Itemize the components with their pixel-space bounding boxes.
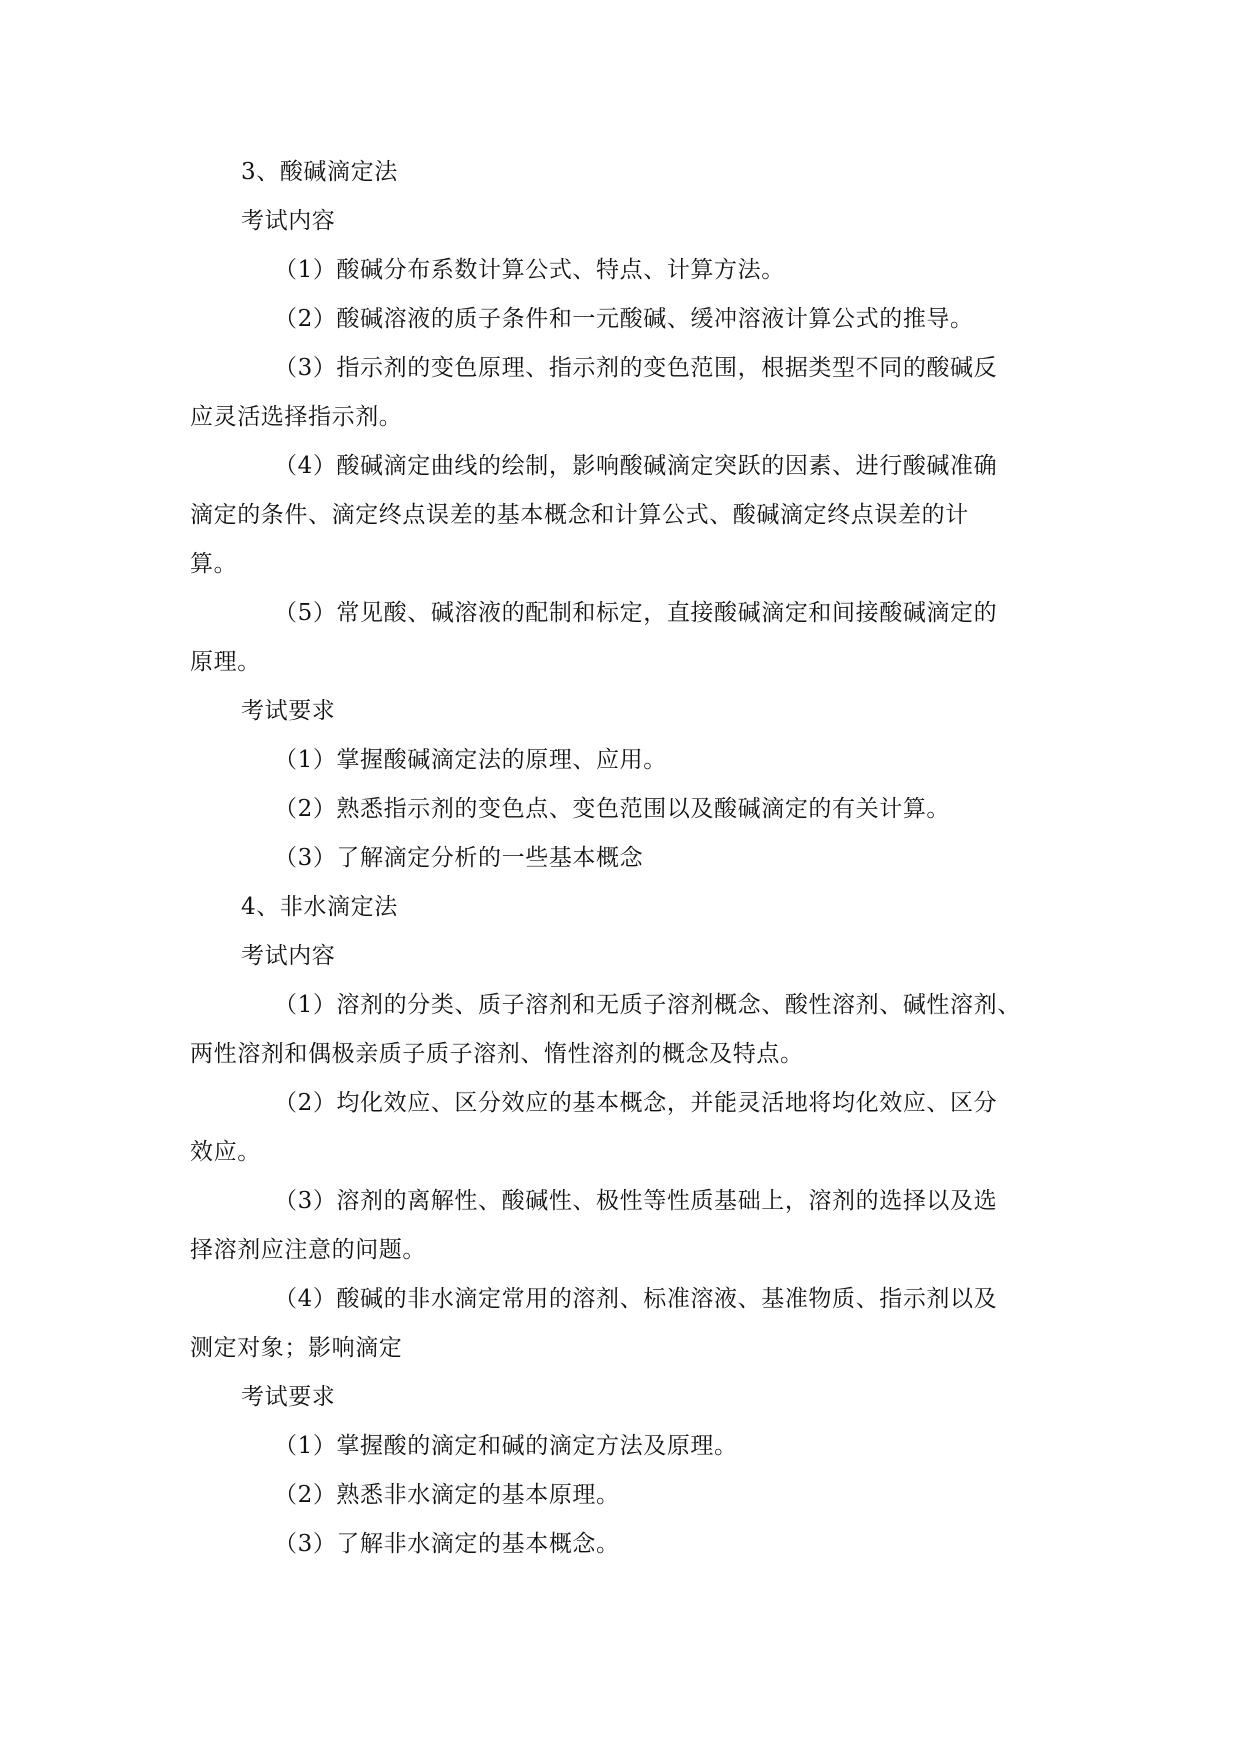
requirement-item: （1）掌握酸的滴定和碱的滴定方法及原理。	[274, 1433, 738, 1459]
content-item: （4）酸碱的非水滴定常用的溶剂、标准溶液、基准物质、指示剂以及 测定对象；影响滴定	[190, 1286, 998, 1361]
content-item: （3）溶剂的离解性、酸碱性、极性等性质基础上，溶剂的选择以及选 择溶剂应注意的问题。	[190, 1188, 998, 1263]
section-title: 3、酸碱滴定法	[241, 159, 398, 185]
content-label: 考试内容	[241, 208, 336, 234]
content-item: （3）指示剂的变色原理、指示剂的变色范围，根据类型不同的酸碱反 应灵活选择指示剂。	[190, 355, 998, 430]
section-acid-base-titration	[190, 148, 1025, 883]
requirement-item: （1）掌握酸碱滴定法的原理、应用。	[274, 747, 667, 773]
content-label: 考试内容	[241, 943, 336, 969]
content-item: （1）酸碱分布系数计算公式、特点、计算方法。	[274, 257, 785, 283]
requirement-label: 考试要求	[241, 698, 336, 724]
content-item: （1）溶剂的分类、质子溶剂和无质子溶剂概念、酸性溶剂、碱性溶剂、 两性溶剂和偶极亲质子质子溶剂、惰性溶剂的概念及特点。	[190, 992, 1021, 1067]
requirement-item: （2）熟悉非水滴定的基本原理。	[274, 1482, 620, 1508]
requirement-item: （3）了解非水滴定的基本概念。	[274, 1531, 620, 1557]
requirement-item: （2）熟悉指示剂的变色点、变色范围以及酸碱滴定的有关计算。	[274, 796, 951, 822]
requirement-item: （3）了解滴定分析的一些基本概念	[274, 845, 644, 871]
content-item: （5）常见酸、碱溶液的配制和标定，直接酸碱滴定和间接酸碱滴定的 原理。	[190, 600, 998, 675]
section-nonaqueous-titration	[190, 883, 1025, 1569]
content-item: （4）酸碱滴定曲线的绘制，影响酸碱滴定突跃的因素、进行酸碱准确 滴定的条件、滴定终点误差的基本概念和计算公式、酸碱滴定终点误差的计 算。	[190, 453, 998, 577]
section-title: 4、非水滴定法	[241, 894, 398, 920]
requirement-label: 考试要求	[241, 1384, 336, 1410]
content-item: （2）酸碱溶液的质子条件和一元酸碱、缓冲溶液计算公式的推导。	[274, 306, 974, 332]
content-item: （2）均化效应、区分效应的基本概念，并能灵活地将均化效应、区分 效应。	[190, 1090, 998, 1165]
